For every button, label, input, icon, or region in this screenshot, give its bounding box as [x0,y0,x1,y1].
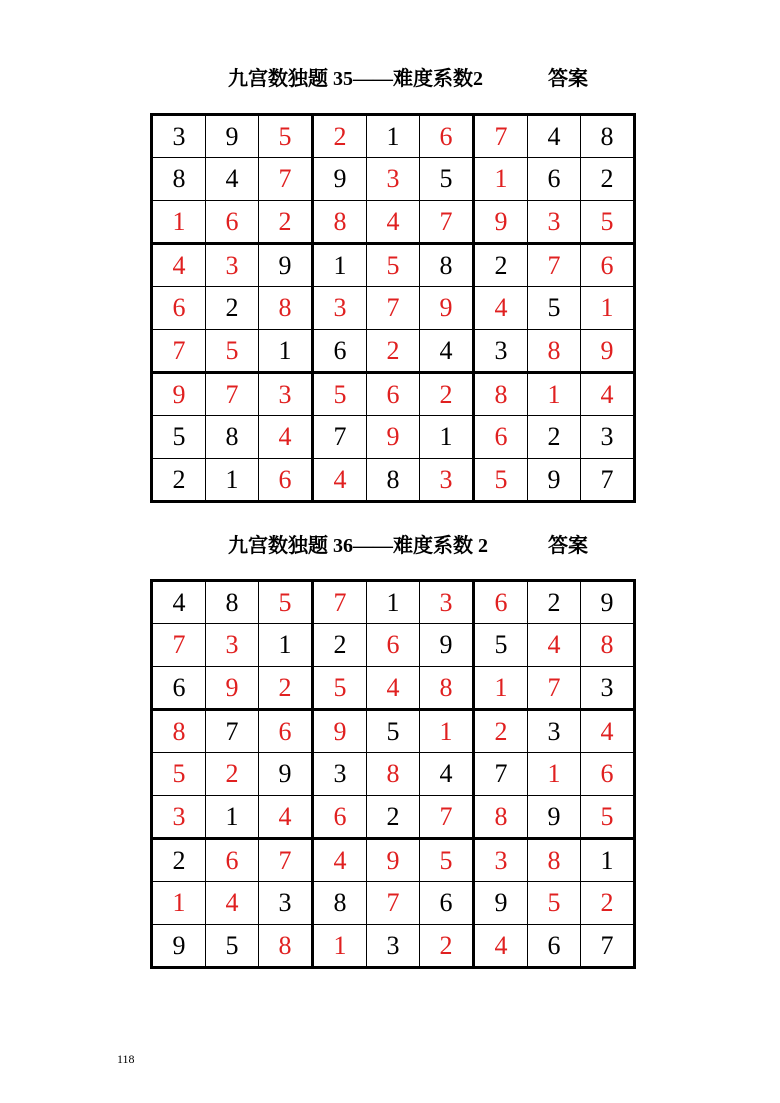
sudoku-cell: 9 [206,667,259,710]
sudoku-cell: 1 [420,710,474,753]
sudoku-cell: 5 [259,115,313,158]
sudoku-cell: 2 [367,330,420,373]
sudoku-cell: 6 [581,244,635,287]
sudoku-cell: 6 [367,624,420,667]
sudoku-cell: 5 [313,373,367,416]
sudoku-cell: 2 [420,373,474,416]
sudoku-cell: 9 [474,882,528,925]
sudoku-cell: 1 [367,115,420,158]
sudoku-cell: 3 [367,925,420,968]
sudoku-cell: 6 [152,667,206,710]
sudoku-cell: 6 [206,839,259,882]
sudoku-cell: 8 [313,201,367,244]
sudoku-cell: 2 [474,244,528,287]
sudoku-cell: 6 [259,710,313,753]
sudoku-cell: 1 [528,373,581,416]
sudoku-cell: 8 [581,624,635,667]
sudoku-cell: 7 [581,925,635,968]
sudoku-cell: 3 [152,796,206,839]
sudoku-cell: 6 [528,158,581,201]
sudoku-cell: 7 [313,416,367,459]
grid-row [152,839,635,882]
sudoku-cell: 3 [367,158,420,201]
sudoku-cell: 6 [206,201,259,244]
sudoku-cell: 9 [581,581,635,624]
grid-row [152,925,635,968]
sudoku-cell: 1 [474,667,528,710]
sudoku-cell: 2 [152,839,206,882]
sudoku-cell: 3 [581,416,635,459]
sudoku-cell: 4 [420,753,474,796]
sudoku-cell: 9 [528,459,581,502]
puzzle-title-text: 九宫数独题 36——难度系数 2 [228,535,488,557]
sudoku-cell: 3 [581,667,635,710]
sudoku-grid-36 [150,579,636,969]
grid-row [152,667,635,710]
sudoku-cell: 1 [259,624,313,667]
sudoku-cell: 4 [259,796,313,839]
sudoku-cell: 7 [420,201,474,244]
sudoku-cell: 5 [367,244,420,287]
sudoku-cell: 2 [206,753,259,796]
sudoku-cell: 5 [206,925,259,968]
sudoku-cell: 8 [581,115,635,158]
page-number: 118 [117,1052,135,1066]
sudoku-cell: 8 [313,882,367,925]
sudoku-cell: 4 [152,581,206,624]
grid-row [152,115,635,158]
sudoku-cell: 7 [206,710,259,753]
grid-row [152,287,635,330]
sudoku-cell: 4 [528,115,581,158]
sudoku-cell: 1 [581,287,635,330]
sudoku-cell: 1 [581,839,635,882]
sudoku-cell: 7 [367,882,420,925]
sudoku-cell: 7 [581,459,635,502]
sudoku-cell: 6 [259,459,313,502]
grid-row [152,710,635,753]
sudoku-cell: 3 [206,624,259,667]
sudoku-cell: 6 [313,796,367,839]
answer-label: 答案 [548,535,588,557]
sudoku-cell: 5 [420,158,474,201]
sudoku-cell: 3 [259,373,313,416]
sudoku-cell: 1 [474,158,528,201]
sudoku-cell: 7 [367,287,420,330]
sudoku-cell: 8 [259,287,313,330]
sudoku-cell: 7 [206,373,259,416]
sudoku-cell: 5 [367,710,420,753]
grid-row [152,330,635,373]
sudoku-cell: 7 [152,330,206,373]
sudoku-cell: 4 [581,373,635,416]
sudoku-cell: 6 [420,115,474,158]
sudoku-cell: 8 [474,373,528,416]
sudoku-cell: 3 [420,459,474,502]
sudoku-cell: 7 [152,624,206,667]
sudoku-cell: 1 [420,416,474,459]
grid-row [152,158,635,201]
sudoku-cell: 2 [528,581,581,624]
sudoku-cell: 4 [367,201,420,244]
sudoku-cell: 2 [474,710,528,753]
sudoku-cell: 9 [367,416,420,459]
sudoku-cell: 9 [581,330,635,373]
sudoku-cell: 4 [206,882,259,925]
grid-row [152,581,635,624]
sudoku-cell: 3 [420,581,474,624]
sudoku-cell: 7 [474,753,528,796]
sudoku-cell: 9 [259,753,313,796]
grid-row [152,624,635,667]
grid-row [152,796,635,839]
sudoku-cell: 9 [313,158,367,201]
sudoku-cell: 1 [206,796,259,839]
sudoku-cell: 7 [528,244,581,287]
sudoku-cell: 4 [259,416,313,459]
grid-row [152,753,635,796]
sudoku-cell: 2 [581,882,635,925]
sudoku-cell: 4 [474,287,528,330]
sudoku-cell: 8 [367,459,420,502]
sudoku-cell: 3 [259,882,313,925]
sudoku-cell: 7 [259,839,313,882]
sudoku-cell: 1 [152,882,206,925]
sudoku-cell: 6 [313,330,367,373]
sudoku-cell: 7 [420,796,474,839]
sudoku-cell: 8 [420,244,474,287]
sudoku-cell: 5 [474,624,528,667]
sudoku-cell: 3 [528,710,581,753]
sudoku-cell: 5 [420,839,474,882]
sudoku-cell: 9 [152,925,206,968]
sudoku-cell: 1 [367,581,420,624]
grid-row [152,244,635,287]
sudoku-grid-35 [150,113,636,503]
sudoku-cell: 1 [206,459,259,502]
sudoku-cell: 8 [206,581,259,624]
puzzle-title-text: 九宫数独题 35——难度系数2 [228,68,483,90]
sudoku-cell: 3 [313,287,367,330]
answer-label: 答案 [548,68,588,90]
sudoku-cell: 5 [581,796,635,839]
sudoku-cell: 7 [259,158,313,201]
sudoku-cell: 5 [313,667,367,710]
sudoku-cell: 9 [474,201,528,244]
sudoku-cell: 9 [420,287,474,330]
sudoku-cell: 5 [581,201,635,244]
sudoku-cell: 6 [474,581,528,624]
sudoku-cell: 2 [313,115,367,158]
sudoku-cell: 3 [206,244,259,287]
sudoku-cell: 6 [420,882,474,925]
sudoku-cell: 5 [474,459,528,502]
sudoku-cell: 1 [528,753,581,796]
sudoku-cell: 3 [313,753,367,796]
sudoku-cell: 6 [152,287,206,330]
sudoku-cell: 1 [152,201,206,244]
sudoku-cell: 7 [313,581,367,624]
sudoku-cell: 2 [581,158,635,201]
sudoku-cell: 6 [581,753,635,796]
sudoku-cell: 2 [313,624,367,667]
sudoku-cell: 9 [528,796,581,839]
sudoku-cell: 8 [528,839,581,882]
grid-row [152,416,635,459]
sudoku-cell: 5 [528,287,581,330]
sudoku-cell: 9 [313,710,367,753]
sudoku-cell: 4 [152,244,206,287]
sudoku-cell: 2 [259,201,313,244]
grid-row [152,373,635,416]
sudoku-cell: 2 [206,287,259,330]
sudoku-cell: 6 [367,373,420,416]
grid-row [152,459,635,502]
sudoku-cell: 8 [367,753,420,796]
sudoku-cell: 2 [367,796,420,839]
sudoku-cell: 5 [528,882,581,925]
sudoku-cell: 2 [528,416,581,459]
sudoku-cell: 1 [259,330,313,373]
sudoku-cell: 3 [474,839,528,882]
sudoku-cell: 8 [528,330,581,373]
sudoku-cell: 8 [420,667,474,710]
sudoku-cell: 8 [474,796,528,839]
sudoku-cell: 4 [313,459,367,502]
sudoku-cell: 3 [152,115,206,158]
sudoku-cell: 5 [259,581,313,624]
sudoku-cell: 5 [152,753,206,796]
sudoku-cell: 4 [420,330,474,373]
sudoku-cell: 4 [581,710,635,753]
sudoku-cell: 4 [206,158,259,201]
sudoku-cell: 3 [474,330,528,373]
sudoku-cell: 8 [259,925,313,968]
sudoku-cell: 9 [259,244,313,287]
sudoku-cell: 7 [528,667,581,710]
sudoku-cell: 8 [206,416,259,459]
sudoku-cell: 1 [313,925,367,968]
sudoku-cell: 6 [528,925,581,968]
sudoku-cell: 3 [528,201,581,244]
sudoku-cell: 4 [313,839,367,882]
sudoku-cell: 4 [528,624,581,667]
sudoku-cell: 9 [152,373,206,416]
sudoku-cell: 6 [474,416,528,459]
sudoku-cell: 1 [313,244,367,287]
sudoku-cell: 2 [152,459,206,502]
sudoku-cell: 4 [367,667,420,710]
sudoku-cell: 2 [259,667,313,710]
sudoku-cell: 5 [206,330,259,373]
grid-row [152,882,635,925]
sudoku-cell: 8 [152,710,206,753]
sudoku-cell: 2 [420,925,474,968]
sudoku-cell: 9 [206,115,259,158]
sudoku-cell: 5 [152,416,206,459]
sudoku-cell: 7 [474,115,528,158]
sudoku-cell: 9 [420,624,474,667]
sudoku-cell: 9 [367,839,420,882]
sudoku-cell: 8 [152,158,206,201]
grid-row [152,201,635,244]
sudoku-cell: 4 [474,925,528,968]
